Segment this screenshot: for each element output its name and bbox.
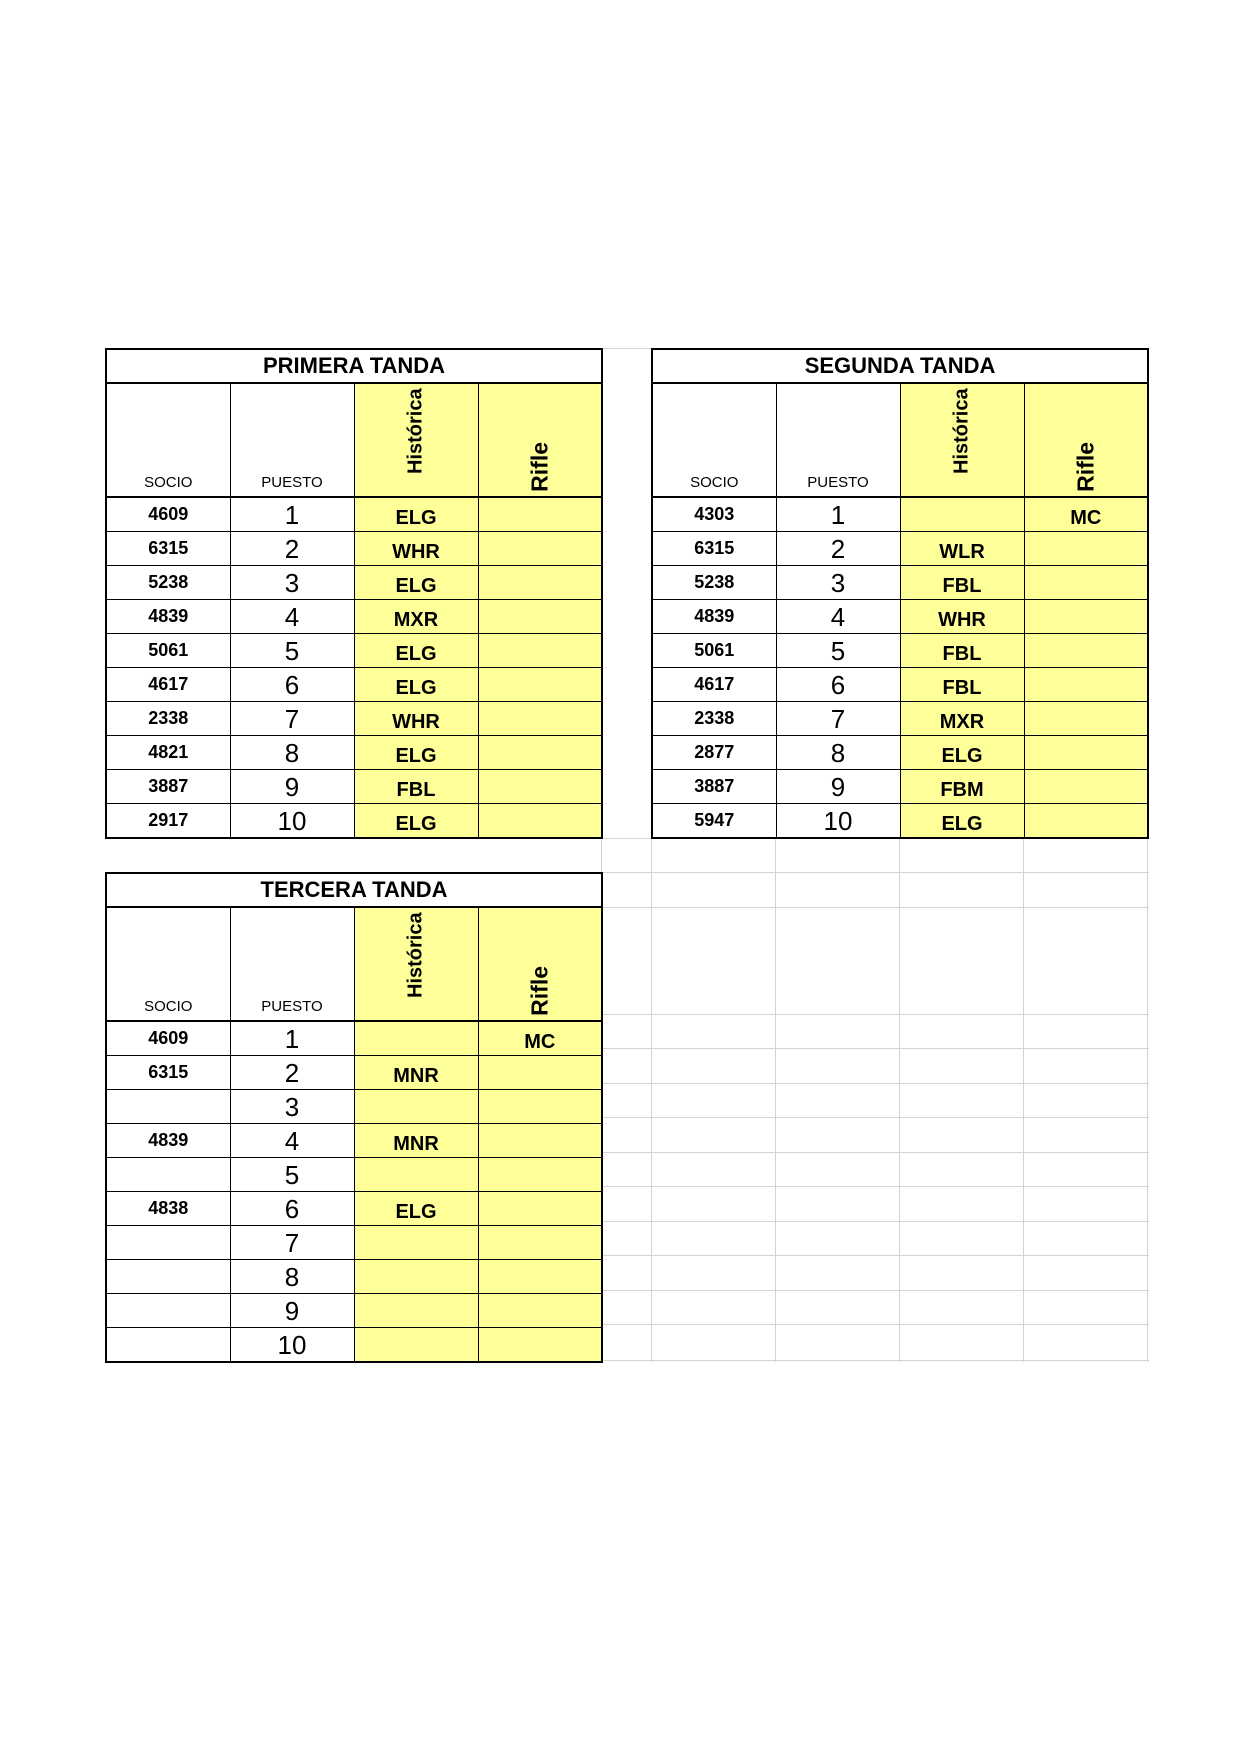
puesto-cell: 7 <box>776 702 900 736</box>
historica-cell <box>354 1021 478 1056</box>
table-row <box>106 1021 602 1056</box>
puesto-cell: 6 <box>230 668 354 702</box>
historica-cell: ELG <box>900 804 1024 839</box>
historica-cell <box>354 1260 478 1294</box>
puesto-cell: 9 <box>776 770 900 804</box>
socio-cell <box>106 1328 230 1363</box>
historica-cell: FBL <box>900 634 1024 668</box>
socio-cell: 5061 <box>652 634 776 668</box>
puesto-cell: 5 <box>776 634 900 668</box>
rifle-cell <box>478 600 602 634</box>
puesto-cell: 6 <box>230 1192 354 1226</box>
rifle-cell <box>478 1056 602 1090</box>
puesto-cell: 10 <box>776 804 900 839</box>
socio-cell: 5238 <box>106 566 230 600</box>
rifle-cell <box>478 497 602 532</box>
historica-cell: WHR <box>354 532 478 566</box>
historica-cell <box>354 1226 478 1260</box>
rifle-cell <box>478 1294 602 1328</box>
puesto-cell: 4 <box>776 600 900 634</box>
socio-cell: 2877 <box>652 736 776 770</box>
historica-cell: ELG <box>354 566 478 600</box>
socio-cell <box>106 1158 230 1192</box>
socio-cell: 6315 <box>106 1056 230 1090</box>
table-row <box>106 1056 602 1090</box>
historica-cell <box>354 1294 478 1328</box>
table-row <box>106 770 602 804</box>
socio-cell: 5061 <box>106 634 230 668</box>
socio-cell: 2338 <box>652 702 776 736</box>
historica-label: Histórica <box>950 388 973 474</box>
column-header-historica <box>354 383 478 497</box>
historica-cell: MNR <box>354 1056 478 1090</box>
puesto-cell: 1 <box>230 497 354 532</box>
table-row <box>106 1158 602 1192</box>
puesto-cell: 3 <box>230 566 354 600</box>
table-row <box>652 600 1148 634</box>
column-header-rifle <box>1024 383 1148 497</box>
table-row <box>652 532 1148 566</box>
rifle-cell <box>478 736 602 770</box>
table-title: SEGUNDA TANDA <box>652 349 1148 383</box>
column-header-socio: SOCIO <box>106 907 230 1021</box>
socio-cell: 4609 <box>106 497 230 532</box>
historica-cell: WLR <box>900 532 1024 566</box>
historica-cell: ELG <box>354 634 478 668</box>
rifle-cell: MC <box>1024 497 1148 532</box>
puesto-cell: 9 <box>230 1294 354 1328</box>
table-row <box>106 600 602 634</box>
socio-cell: 2338 <box>106 702 230 736</box>
puesto-cell: 8 <box>230 1260 354 1294</box>
socio-cell: 6315 <box>652 532 776 566</box>
socio-cell: 3887 <box>652 770 776 804</box>
puesto-cell: 8 <box>230 736 354 770</box>
historica-cell <box>354 1328 478 1363</box>
rifle-cell <box>478 1260 602 1294</box>
rifle-cell <box>478 1090 602 1124</box>
rifle-cell <box>1024 634 1148 668</box>
historica-cell: FBL <box>354 770 478 804</box>
socio-cell: 5238 <box>652 566 776 600</box>
historica-cell: ELG <box>354 736 478 770</box>
rifle-cell <box>478 1192 602 1226</box>
socio-cell: 3887 <box>106 770 230 804</box>
rifle-cell <box>478 532 602 566</box>
table-row <box>106 804 602 839</box>
rifle-cell: MC <box>478 1021 602 1056</box>
historica-cell: FBM <box>900 770 1024 804</box>
rifle-cell <box>478 804 602 839</box>
table-row <box>106 1090 602 1124</box>
historica-cell: MXR <box>354 600 478 634</box>
socio-cell: 4821 <box>106 736 230 770</box>
rifle-cell <box>478 770 602 804</box>
socio-cell <box>106 1294 230 1328</box>
rifle-cell <box>1024 702 1148 736</box>
socio-cell: 6315 <box>106 532 230 566</box>
puesto-cell: 10 <box>230 1328 354 1363</box>
puesto-cell: 7 <box>230 702 354 736</box>
historica-label: Histórica <box>404 388 427 474</box>
table-segunda-tanda <box>651 348 1149 839</box>
table-row <box>106 702 602 736</box>
rifle-cell <box>1024 736 1148 770</box>
table-row <box>106 736 602 770</box>
puesto-cell: 5 <box>230 634 354 668</box>
table-row <box>106 1260 602 1294</box>
table-row <box>652 702 1148 736</box>
historica-cell: ELG <box>354 804 478 839</box>
historica-cell: MNR <box>354 1124 478 1158</box>
rifle-cell <box>478 702 602 736</box>
rifle-cell <box>478 634 602 668</box>
socio-cell: 4839 <box>106 1124 230 1158</box>
table-primera-tanda <box>105 348 603 839</box>
rifle-cell <box>1024 804 1148 839</box>
column-header-socio: SOCIO <box>106 383 230 497</box>
socio-cell: 2917 <box>106 804 230 839</box>
historica-cell: FBL <box>900 566 1024 600</box>
puesto-cell: 4 <box>230 1124 354 1158</box>
table-row <box>106 1294 602 1328</box>
table-row <box>652 634 1148 668</box>
rifle-label: Rifle <box>526 966 553 1016</box>
table-row <box>652 804 1148 839</box>
table-row <box>106 1328 602 1363</box>
table-row <box>106 1226 602 1260</box>
column-header-puesto: PUESTO <box>230 383 354 497</box>
spreadsheet-page <box>105 348 1149 1362</box>
puesto-cell: 9 <box>230 770 354 804</box>
table-row <box>106 532 602 566</box>
column-header-puesto: PUESTO <box>230 907 354 1021</box>
historica-cell: FBL <box>900 668 1024 702</box>
column-header-socio: SOCIO <box>652 383 776 497</box>
rifle-label: Rifle <box>526 442 553 492</box>
socio-cell: 4839 <box>106 600 230 634</box>
rifle-cell <box>1024 668 1148 702</box>
puesto-cell: 7 <box>230 1226 354 1260</box>
rifle-cell <box>478 1158 602 1192</box>
historica-cell <box>354 1158 478 1192</box>
table-row <box>106 566 602 600</box>
rifle-cell <box>1024 566 1148 600</box>
historica-label: Histórica <box>404 912 427 998</box>
socio-cell: 4839 <box>652 600 776 634</box>
historica-cell <box>900 497 1024 532</box>
rifle-cell <box>1024 770 1148 804</box>
socio-cell: 4609 <box>106 1021 230 1056</box>
rifle-cell <box>478 668 602 702</box>
puesto-cell: 3 <box>230 1090 354 1124</box>
puesto-cell: 10 <box>230 804 354 839</box>
puesto-cell: 4 <box>230 600 354 634</box>
socio-cell: 5947 <box>652 804 776 839</box>
puesto-cell: 8 <box>776 736 900 770</box>
rifle-cell <box>478 1328 602 1363</box>
socio-cell <box>106 1090 230 1124</box>
column-header-rifle <box>478 383 602 497</box>
table-row <box>106 634 602 668</box>
historica-cell: WHR <box>354 702 478 736</box>
historica-cell: WHR <box>900 600 1024 634</box>
socio-cell <box>106 1226 230 1260</box>
table-title: TERCERA TANDA <box>106 873 602 907</box>
puesto-cell: 1 <box>776 497 900 532</box>
table-title: PRIMERA TANDA <box>106 349 602 383</box>
table-row <box>652 770 1148 804</box>
historica-cell <box>354 1090 478 1124</box>
table-row <box>106 497 602 532</box>
puesto-cell: 2 <box>776 532 900 566</box>
rifle-cell <box>1024 600 1148 634</box>
column-header-historica <box>354 907 478 1021</box>
socio-cell: 4303 <box>652 497 776 532</box>
socio-cell: 4617 <box>652 668 776 702</box>
historica-cell: MXR <box>900 702 1024 736</box>
column-header-historica <box>900 383 1024 497</box>
socio-cell <box>106 1260 230 1294</box>
table-row <box>652 566 1148 600</box>
socio-cell: 4838 <box>106 1192 230 1226</box>
column-header-puesto: PUESTO <box>776 383 900 497</box>
historica-cell: ELG <box>354 1192 478 1226</box>
puesto-cell: 2 <box>230 1056 354 1090</box>
table-row <box>106 668 602 702</box>
historica-cell: ELG <box>900 736 1024 770</box>
rifle-label: Rifle <box>1072 442 1099 492</box>
table-row <box>652 736 1148 770</box>
rifle-cell <box>1024 532 1148 566</box>
table-row <box>106 1192 602 1226</box>
rifle-cell <box>478 566 602 600</box>
puesto-cell: 2 <box>230 532 354 566</box>
puesto-cell: 5 <box>230 1158 354 1192</box>
table-row <box>106 1124 602 1158</box>
table-row <box>652 497 1148 532</box>
column-header-rifle <box>478 907 602 1021</box>
rifle-cell <box>478 1124 602 1158</box>
puesto-cell: 6 <box>776 668 900 702</box>
historica-cell: ELG <box>354 497 478 532</box>
puesto-cell: 1 <box>230 1021 354 1056</box>
historica-cell: ELG <box>354 668 478 702</box>
socio-cell: 4617 <box>106 668 230 702</box>
rifle-cell <box>478 1226 602 1260</box>
table-row <box>652 668 1148 702</box>
puesto-cell: 3 <box>776 566 900 600</box>
table-tercera-tanda <box>105 872 603 1363</box>
